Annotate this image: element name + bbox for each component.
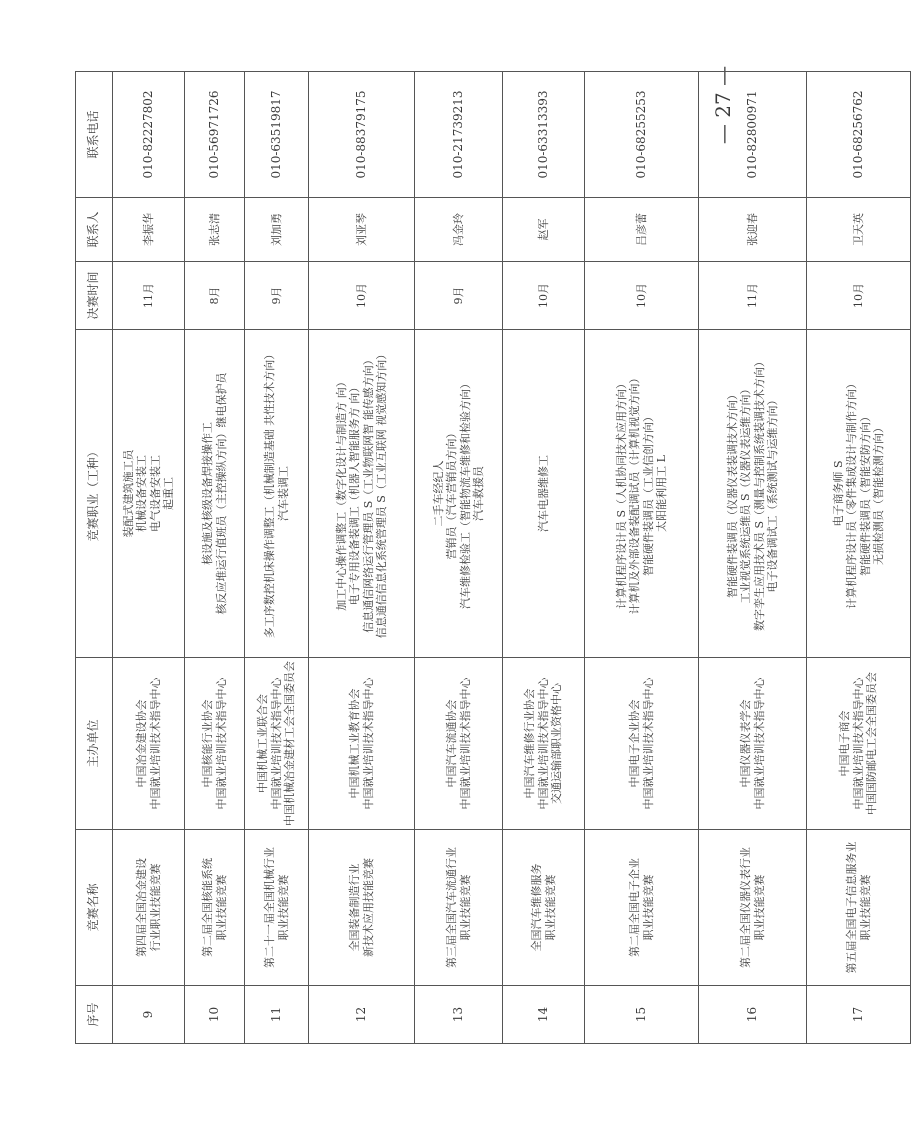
header-jobs: 竞赛职业（工种） — [76, 330, 113, 658]
cell-time: 9月 — [415, 262, 503, 330]
cell-org — [185, 658, 245, 830]
cell-name — [807, 830, 911, 986]
cell-name-line: 第二届全国仪器仪表行业 — [739, 847, 752, 968]
cell-jobs-line: 加工中心操作调整工（数字化设计与制造方 向） — [334, 376, 348, 611]
cell-seq: 10 — [185, 986, 245, 1044]
cell-jobs — [185, 330, 245, 658]
cell-seq: 16 — [699, 986, 807, 1044]
cell-contact: 张志清 — [185, 198, 245, 262]
cell-jobs-line: 汽车电器维修工 — [536, 455, 550, 532]
cell-name-line: 行业职业技能竞赛 — [148, 863, 162, 952]
table-row — [699, 72, 807, 1044]
cell-org-line: 中国就业培训技术指导中心 — [148, 677, 162, 810]
cell-org — [807, 658, 911, 830]
cell-time: 11月 — [699, 262, 807, 330]
table-body — [113, 65, 911, 1044]
cell-time: 10月 — [807, 262, 911, 330]
cell-name-line: 全国汽车维修服务 — [530, 863, 543, 952]
cell-jobs-line: 多工序数控机床操作调整工（机械制造基础 共性技术方向） — [263, 348, 276, 639]
cell-org-line: 中国冶金建设协会 — [135, 699, 148, 788]
cell-seq: 12 — [309, 986, 415, 1044]
table-header-row — [76, 72, 113, 1044]
cell-seq: 15 — [585, 986, 699, 1044]
cell-seq: 13 — [415, 986, 503, 1044]
cell-org — [309, 658, 415, 830]
cell-jobs-line: 起重工 — [162, 477, 175, 510]
cell-jobs — [245, 330, 309, 658]
cell-jobs-line: 机械设备安装工 — [135, 455, 148, 532]
cell-jobs-line: 太阳能利用工 L — [655, 455, 668, 532]
cell-jobs-line: 汽车救援员 — [472, 466, 485, 521]
cell-org-line: 中国就业培训技术指导中心 — [214, 677, 228, 810]
table-row — [185, 72, 245, 1044]
cell-name-line: 职业技能竞赛 — [214, 874, 228, 941]
cell-jobs-line: 无损检测员（智能检测方向） — [872, 422, 885, 565]
cell-jobs-line: 电子商务师 S — [831, 460, 845, 527]
cell-name-line: 第二届全国电子企业 — [628, 858, 641, 957]
cell-name-line: 职业技能竞赛 — [641, 874, 655, 941]
cell-jobs-line: 信息通信信息化系统管理员 S（工业互联网 视觉感知方向） — [375, 348, 388, 639]
cell-jobs-line: 汽车维修检验工（智能物流车维修和检验方向） — [458, 378, 472, 609]
cell-seq: 14 — [503, 986, 585, 1044]
cell-org-line: 中国汽车流通协会 — [445, 699, 458, 788]
cell-org-line: 中国汽车维修行业协会 — [523, 688, 537, 799]
cell-name-line: 职业技能竞赛 — [543, 874, 557, 941]
cell-phone: 010-88379175 — [309, 72, 415, 198]
cell-seq: 17 — [807, 986, 911, 1044]
table-row — [309, 72, 415, 1044]
cell-name-line: 职业技能竞赛 — [458, 874, 472, 941]
header-name: 竞赛名称 — [76, 830, 113, 986]
cell-jobs-line: 装配式建筑施工员 — [121, 449, 135, 538]
header-org: 主办单位 — [76, 658, 113, 830]
cell-org — [585, 658, 699, 830]
cell-jobs-line: 智能硬件装调员（仪器仪表装调技术方向） — [725, 389, 739, 598]
cell-jobs — [585, 330, 699, 658]
cell-jobs — [113, 330, 185, 658]
competition-table — [75, 65, 911, 1044]
cell-org — [245, 658, 309, 830]
cell-jobs-line: 计算机程序设计员 S（人机协同技术应用方向） — [614, 377, 628, 610]
cell-phone: 010-63313393 — [503, 72, 585, 198]
cell-org-line: 中国机械工业联合会 — [256, 694, 270, 793]
cell-name-line: 第四届全国冶金建设 — [135, 858, 148, 957]
cell-org-line: 中国机械冶金建材工会全国委员会 — [283, 661, 297, 826]
cell-name-line: 第二十一届全国机械行业 — [263, 847, 276, 968]
cell-contact: 刘加勇 — [245, 198, 309, 262]
cell-phone: 010-68255253 — [585, 72, 699, 198]
cell-jobs-line: 电子专用设备装调工（机器人智能服务方 向） — [348, 381, 361, 606]
cell-jobs-line: 二手车经纪人 — [431, 460, 445, 527]
cell-org — [113, 658, 185, 830]
cell-jobs — [309, 330, 415, 658]
cell-jobs-line: 电子设备调试工（系统测试与运维方向） — [766, 394, 779, 593]
cell-jobs-line: 电气设备安装工 — [148, 455, 162, 532]
cell-phone: 010-68256762 — [807, 72, 911, 198]
cell-jobs-line: 工业视觉系统运维员 S（仪器仪表运维方向） — [739, 383, 752, 604]
cell-name — [503, 830, 585, 986]
cell-jobs-line: 数字孪生应用技术员 S（测量与控制系统装调技术方向） — [752, 355, 766, 632]
cell-seq: 11 — [245, 986, 309, 1044]
cell-contact: 冯金玲 — [415, 198, 503, 262]
header-contact: 联系人 — [76, 198, 113, 262]
cell-org — [699, 658, 807, 830]
cell-name — [185, 830, 245, 986]
cell-org-line: 中国电子商会 — [838, 710, 852, 777]
cell-jobs-line: 智能硬件装调员（工业信创方向） — [641, 411, 655, 576]
cell-contact: 刘亚琴 — [309, 198, 415, 262]
cell-org-line: 交通运输部职业资格中心 — [550, 683, 564, 804]
cell-phone: 010-82227802 — [113, 72, 185, 198]
cell-time: 10月 — [309, 262, 415, 330]
cell-contact: 吕彦蕾 — [585, 198, 699, 262]
cell-name-line: 第二届全国核能系统 — [201, 858, 214, 957]
cell-jobs-line: 信息通信网络运行管理员 S（工业物联网智 能传感方向） — [361, 354, 375, 633]
cell-jobs — [415, 330, 503, 658]
cell-name-line: 全国装备制造行业 — [348, 863, 361, 952]
cell-time: 10月 — [503, 262, 585, 330]
cell-seq: 9 — [113, 986, 185, 1044]
cell-jobs-line: 核设施及核级设备焊接操作工 — [201, 422, 214, 565]
cell-name — [415, 830, 503, 986]
cell-contact: 赵军 — [503, 198, 585, 262]
cell-time: 8月 — [185, 262, 245, 330]
cell-org-line: 中国国防邮电工会全国委员会 — [865, 672, 879, 815]
cell-name-line: 职业技能竞赛 — [752, 874, 766, 941]
cell-org-line: 中国电子企业协会 — [628, 699, 641, 788]
cell-name — [113, 830, 185, 986]
cell-jobs-line: 计算机及外部设备装配调试员（计算机视觉方向） — [628, 372, 641, 615]
cell-jobs — [699, 330, 807, 658]
cell-time: 11月 — [113, 262, 185, 330]
cell-name — [309, 830, 415, 986]
cell-jobs-line: 汽车装调工 — [276, 466, 290, 521]
cell-org-line: 中国就业培训技术指导中心 — [641, 677, 655, 810]
rotated-table-container — [75, 72, 885, 1044]
cell-jobs-line: 计算机程序设计员（零件集成设计与制作方向） — [845, 378, 858, 609]
cell-org-line: 中国机械工业教育协会 — [348, 688, 361, 799]
cell-org-line: 中国仪器仪表学会 — [739, 699, 752, 788]
cell-jobs — [807, 330, 911, 658]
header-time: 决赛时间 — [76, 262, 113, 330]
page-number: — 27 — — [711, 65, 735, 145]
cell-phone: 010-56971726 — [185, 72, 245, 198]
cell-org — [415, 658, 503, 830]
cell-name — [585, 830, 699, 986]
cell-contact: 卫天英 — [807, 198, 911, 262]
cell-jobs-line: 营销员（汽车营销员方向） — [445, 427, 458, 560]
cell-contact: 张迎春 — [699, 198, 807, 262]
cell-jobs — [503, 330, 585, 658]
cell-jobs-line: 智能硬件装调员（智能安防方向） — [858, 411, 872, 576]
cell-name-line: 第三届全国汽车流通行业 — [445, 847, 458, 968]
table-row — [113, 72, 185, 1044]
header-seq: 序号 — [76, 986, 113, 1044]
cell-org-line: 中国就业培训技术指导中心 — [361, 677, 375, 810]
cell-phone: 010-63519817 — [245, 72, 309, 198]
table-row — [415, 72, 503, 1044]
cell-jobs-line: 核反应堆运行值班员（主控操纵方向）继电保护员 — [214, 372, 228, 615]
cell-name — [699, 830, 807, 986]
cell-name-line: 职业技能竞赛 — [276, 874, 290, 941]
cell-name — [245, 830, 309, 986]
cell-org-line: 中国就业培训技术指导中心 — [851, 677, 865, 810]
table-row — [503, 72, 585, 1044]
cell-phone: 010-21739213 — [415, 72, 503, 198]
table-row — [245, 72, 309, 1044]
cell-time: 9月 — [245, 262, 309, 330]
cell-name-line: 新技术应用技能竞赛 — [361, 858, 375, 957]
cell-org-line: 中国就业培训技术指导中心 — [269, 677, 283, 810]
cell-time: 10月 — [585, 262, 699, 330]
cell-org-line: 中国就业培训技术指导中心 — [752, 677, 766, 810]
table-row — [585, 72, 699, 1044]
cell-name-line: 第五届全国电子信息服务业 — [845, 841, 858, 974]
table-row — [807, 72, 911, 1044]
cell-contact: 李振华 — [113, 198, 185, 262]
header-phone: 联系电话 — [76, 72, 113, 198]
cell-org-line: 中国就业培训技术指导中心 — [458, 677, 472, 810]
cell-name-line: 职业技能竞赛 — [858, 874, 872, 941]
cell-org — [503, 658, 585, 830]
cell-phone: 010-82800971 — [699, 72, 807, 198]
cell-org-line: 中国就业培训技术指导中心 — [536, 677, 550, 810]
cell-org-line: 中国核能行业协会 — [201, 699, 214, 788]
